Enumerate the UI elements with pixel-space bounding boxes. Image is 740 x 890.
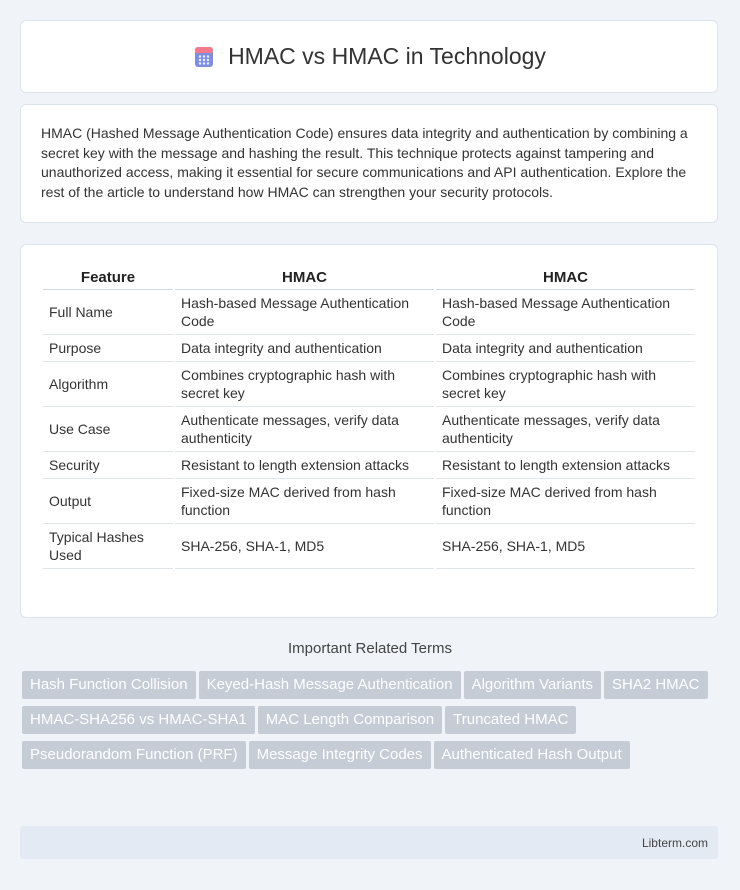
feature-cell: Security bbox=[43, 452, 173, 479]
related-terms-title: Important Related Terms bbox=[288, 640, 452, 657]
related-term-tag[interactable]: Pseudorandom Function (PRF) bbox=[22, 741, 246, 769]
related-term-tag[interactable]: MAC Length Comparison bbox=[258, 706, 442, 734]
value-cell: SHA-256, SHA-1, MD5 bbox=[175, 524, 434, 569]
related-term-tag[interactable]: Algorithm Variants bbox=[464, 671, 601, 699]
column-header: HMAC bbox=[175, 265, 434, 290]
related-terms-list bbox=[22, 671, 722, 776]
footer-site-link[interactable]: Libterm.com bbox=[641, 836, 708, 850]
value-cell: Authenticate messages, verify data authenticity bbox=[436, 407, 695, 452]
footer bbox=[20, 826, 718, 859]
column-header: HMAC bbox=[436, 265, 695, 290]
related-term-tag[interactable]: SHA2 HMAC bbox=[604, 671, 708, 699]
related-term-tag[interactable]: HMAC-SHA256 vs HMAC-SHA1 bbox=[22, 706, 255, 734]
table-row bbox=[43, 452, 695, 479]
related-term-tag[interactable]: Hash Function Collision bbox=[22, 671, 196, 699]
feature-cell: Algorithm bbox=[43, 362, 173, 407]
comparison-card bbox=[20, 244, 718, 618]
table-row bbox=[43, 290, 695, 335]
value-cell: Hash-based Message Authentication Code bbox=[175, 290, 434, 335]
feature-cell: Use Case bbox=[43, 407, 173, 452]
comparison-table bbox=[41, 265, 697, 569]
table-row bbox=[43, 479, 695, 524]
related-term-tag[interactable]: Keyed-Hash Message Authentication bbox=[199, 671, 461, 699]
table-row bbox=[43, 335, 695, 362]
value-cell: SHA-256, SHA-1, MD5 bbox=[436, 524, 695, 569]
value-cell: Resistant to length extension attacks bbox=[436, 452, 695, 479]
value-cell: Authenticate messages, verify data authenticity bbox=[175, 407, 434, 452]
table-row bbox=[43, 407, 695, 452]
page-title: HMAC vs HMAC in Technology bbox=[228, 43, 546, 69]
value-cell: Resistant to length extension attacks bbox=[175, 452, 434, 479]
related-term-tag[interactable]: Authenticated Hash Output bbox=[434, 741, 630, 769]
feature-cell: Purpose bbox=[43, 335, 173, 362]
value-cell: Combines cryptographic hash with secret key bbox=[436, 362, 695, 407]
table-header-row bbox=[43, 265, 695, 290]
table-row bbox=[43, 362, 695, 407]
calculator-icon bbox=[192, 45, 216, 69]
feature-cell: Typical Hashes Used bbox=[43, 524, 173, 569]
table-row bbox=[43, 524, 695, 569]
related-term-tag[interactable]: Truncated HMAC bbox=[445, 706, 576, 734]
intro-paragraph: HMAC (Hashed Message Authentication Code) ensures data integrity and authentication by combining a secret key with the message and hashing the result. This technique protects against tampering and unauthorized access, making it essential for secure communications and API authentication. Explore the rest of the article to understand how HMAC can strengthen your security protocols. bbox=[20, 104, 718, 223]
column-header: Feature bbox=[43, 265, 173, 290]
related-term-tag[interactable]: Message Integrity Codes bbox=[249, 741, 431, 769]
value-cell: Data integrity and authentication bbox=[175, 335, 434, 362]
feature-cell: Output bbox=[43, 479, 173, 524]
value-cell: Data integrity and authentication bbox=[436, 335, 695, 362]
value-cell: Combines cryptographic hash with secret key bbox=[175, 362, 434, 407]
page-header bbox=[20, 20, 718, 93]
value-cell: Fixed-size MAC derived from hash function bbox=[436, 479, 695, 524]
feature-cell: Full Name bbox=[43, 290, 173, 335]
value-cell: Hash-based Message Authentication Code bbox=[436, 290, 695, 335]
value-cell: Fixed-size MAC derived from hash function bbox=[175, 479, 434, 524]
